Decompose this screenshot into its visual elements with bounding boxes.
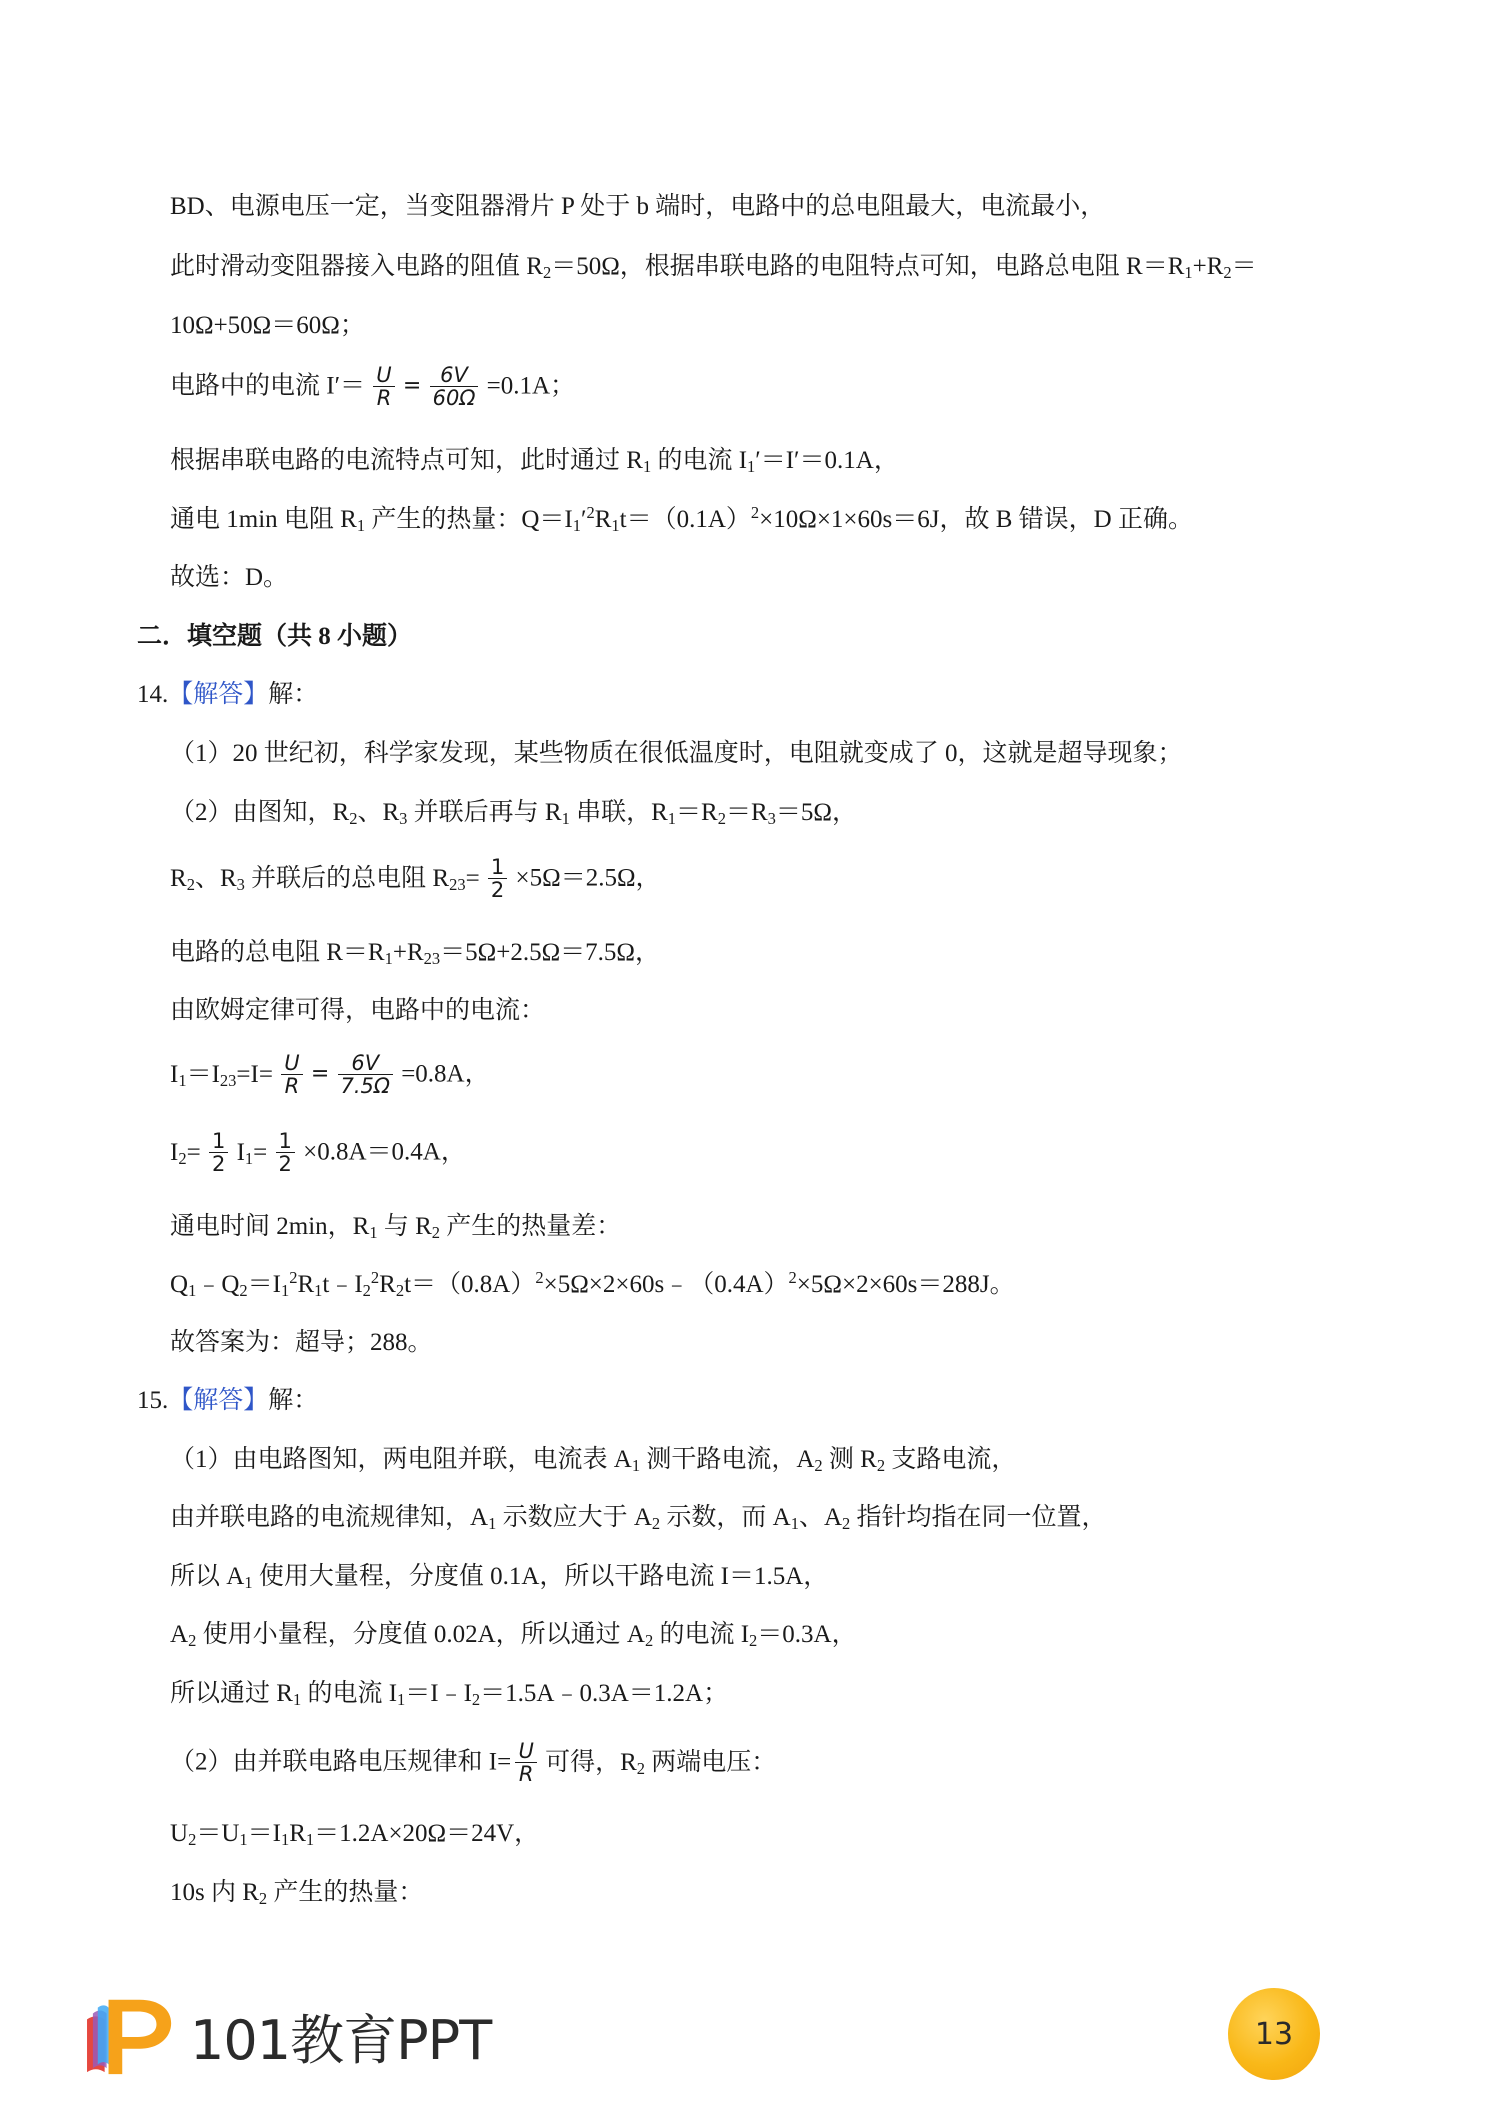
fraction: $\frac{U}{R}$	[281, 1052, 302, 1097]
fraction: $\frac{U}{R}$	[515, 1740, 536, 1785]
text-line: 由欧姆定律可得，电路中的电流：	[170, 997, 546, 1024]
brand-name: 101教育PPT	[190, 2009, 492, 2072]
fraction: $\frac{1}{2}$	[276, 1130, 295, 1175]
question-header: 14.【解答】解：	[137, 681, 319, 708]
fraction: $\frac{U}{R}$	[373, 364, 394, 409]
brand-logo-icon	[78, 1990, 188, 2080]
text-line: 故选：D。	[170, 564, 289, 591]
fraction: $\frac{1}{2}$	[488, 856, 507, 901]
text-line: 此时滑动变阻器接入电路的阻值 $R_2=50\Omega$，根据串联电路的电阻特点可知，电路总电阻 $R=R_1+R_2=$	[170, 253, 1257, 283]
text-line: 根据串联电路的电流特点可知，此时通过 $R_1$ 的电流 $I_1'=I'=0.1A$，	[170, 447, 899, 477]
page-number: 13	[1254, 2016, 1294, 2052]
section-heading: 二．填空题（共 8 小题）	[137, 623, 413, 650]
text-line: BD、电源电压一定，当变阻器滑片 P 处于 b 端时，电路中的总电阻最大，电流最小，	[170, 193, 1106, 220]
text-line: （1）20 世纪初，科学家发现，某些物质在很低温度时，电阻就变成了 0，这就是超导现象；	[170, 740, 1183, 767]
formula-line: $R_2$、$R_3$ 并联后的总电阻 $R_{23}=$ $\frac{1}{2}$ ×5Ω＝2.5Ω，	[170, 855, 661, 902]
page-number-badge	[1228, 1988, 1320, 2080]
fraction: $\frac{6V}{7.5\Omega}$	[338, 1052, 393, 1097]
question-header: 15.【解答】解：	[137, 1387, 319, 1414]
formula-line: 电路中的电流 I′＝ $\frac{U}{R}$ = $\frac{6V}{60\Omega}$ =0.1A；	[170, 363, 576, 410]
text-line: 所以 $A_1$ 使用大量程，分度值 0.1A，所以干路电流 I＝1.5A，	[170, 1563, 829, 1593]
text-line: 通电 1min 电阻 $R_1$ 产生的热量：$Q=I_1'^2R_1t=(0.1A)^2\times 10\Omega\times 1\times 60s=6J$，故 B 错误，D 正确。	[170, 502, 1193, 536]
text-line: （1）由电路图知，两电阻并联，电流表 $A_1$ 测干路电流，$A_2$ 测 $R_2$ 支路电流，	[170, 1446, 1017, 1476]
text-line: 所以通过 $R_1$ 的电流 $I_1=I﹣I_2=1.5A﹣0.3A=1.2A$；	[170, 1680, 729, 1710]
text-line: 通电时间 2min，$R_1$ 与 $R_2$ 产生的热量差：	[170, 1213, 622, 1243]
text-line: $Q_1﹣Q_2=I_1^2R_1t﹣I_2^2R_2t=(0.8A)^2\times 5\Omega\times 2\times 60s﹣(0.4A)^2\times 5\Omega\times 2\times 60s=288J$。	[170, 1267, 1015, 1301]
text-line: 10Ω+50Ω＝60Ω；	[170, 312, 365, 339]
formula-line: $I_2=$ $\frac{1}{2}$ $I_1=$ $\frac{1}{2}$ ×0.8A＝0.4A，	[170, 1129, 466, 1176]
text-line: $U_2=U_1=I_1R_1=1.2A\times 20\Omega=24V$，	[170, 1820, 540, 1850]
fraction: $\frac{1}{2}$	[209, 1130, 228, 1175]
text-line: 电路的总电阻 $R=R_1+R_{23}=5\Omega+2.5\Omega=7.5\Omega$，	[170, 939, 660, 969]
text-line: $A_2$ 使用小量程，分度值 0.02A，所以通过 $A_2$ 的电流 $I_2=0.3A$，	[170, 1621, 857, 1651]
formula-line: （2）由并联电路电压规律和 I= $\frac{U}{R}$ 可得，$R_2$ 两端电压：	[170, 1739, 777, 1786]
text-line: 故答案为：超导；288。	[170, 1329, 433, 1356]
formula-line: $I_1=I_{23}=I=$ $\frac{U}{R}$ = $\frac{6V}{7.5\Omega}$ =0.8A，	[170, 1051, 490, 1098]
text-line: 10s 内 $R_2$ 产生的热量：	[170, 1879, 424, 1909]
fraction: $\frac{6V}{60\Omega}$	[430, 364, 479, 409]
text-line: 由并联电路的电流规律知，$A_1$ 示数应大于 $A_2$ 示数，而 $A_1$、$A_2$ 指针均指在同一位置，	[170, 1504, 1107, 1534]
text-line: （2）由图知，$R_2$、$R_3$ 并联后再与 $R_1$ 串联，$R_1=R_2=R_3=5\Omega$，	[170, 799, 857, 829]
